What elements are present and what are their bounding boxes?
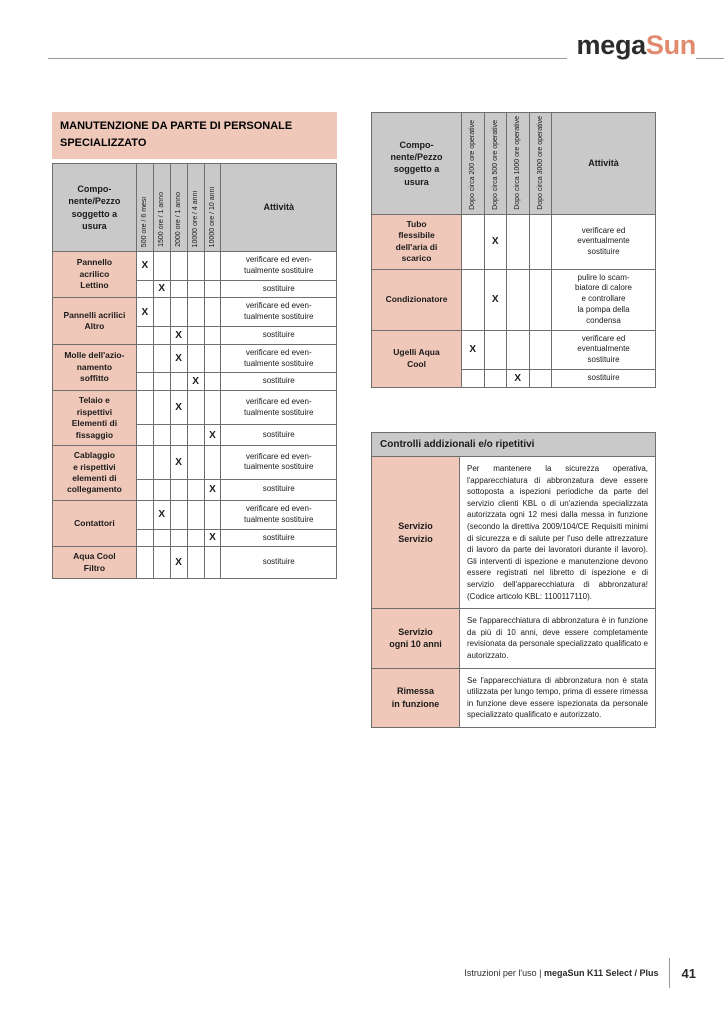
mark-cell-0 xyxy=(136,424,153,445)
header-component: Compo- nente/Pezzo soggetto a usura xyxy=(53,164,137,252)
mark-cell-4 xyxy=(204,298,221,327)
mark-cell-1 xyxy=(153,298,170,327)
row-activity: sostituire xyxy=(221,479,337,500)
mark-cell-4 xyxy=(204,373,221,391)
mark-cell-4 xyxy=(204,391,221,425)
mark-cell-0: X xyxy=(462,330,485,369)
mark-cell-0 xyxy=(136,547,153,579)
check-row xyxy=(372,668,656,727)
table-row xyxy=(53,391,337,425)
mark-cell-0 xyxy=(136,326,153,344)
mark-cell-0 xyxy=(136,446,153,480)
mark-cell-0 xyxy=(136,500,153,529)
row-activity: sostituire xyxy=(221,280,337,298)
row-activity: verificare ed even- tualmente sostituire xyxy=(221,500,337,529)
mark-cell-4: X xyxy=(204,424,221,445)
additional-checks-table xyxy=(371,432,656,728)
mark-cell-0 xyxy=(136,344,153,373)
mark-cell-1 xyxy=(153,373,170,391)
mark-cell-4 xyxy=(204,500,221,529)
mark-cell-0 xyxy=(136,479,153,500)
row-activity: sostituire xyxy=(221,547,337,579)
header-col-2-label: 2000 ore / 1 anno xyxy=(175,192,183,247)
header-col-0-label: 500 ore / 6 mesi xyxy=(141,196,149,247)
checks-title: Controlli addizionali e/o ripetitivi xyxy=(372,433,656,457)
header-component: Compo- nente/Pezzo soggetto a usura xyxy=(372,113,462,215)
row-activity: sostituire xyxy=(552,370,656,388)
mark-cell-1 xyxy=(153,391,170,425)
row-component: Tubo flessibile dell'aria di scarico xyxy=(372,214,462,269)
check-text: Per mantenere la sicurezza operativa, l'apparecchiatura di abbronzatura deve essere sottoposta a ispezioni periodiche da parte del servizio clienti KBL o di un'azienda specializzata autorizzata ogni 12 mesi dalla messa in funzione (secondo la direttiva 2009/104/CE Requisiti minimi di sicurezza e di salute per l'uso delle attrezzature di lavoro da parte dei lavoratori durante il lavoro). Gli interventi di ispezione e manutenzione devono essere registrati nel libretto di ispezione e di servizio dell'apparecchiatura di abbronzatura! (Codice articolo KBL: 1100117110). xyxy=(460,457,656,609)
row-activity: verificare ed even- tualmente sostituire xyxy=(221,252,337,281)
check-label: Servizio ogni 10 anni xyxy=(372,609,460,668)
mark-cell-1: X xyxy=(484,214,507,269)
row-activity: sostituire xyxy=(221,424,337,445)
check-row xyxy=(372,457,656,609)
checks-table-body xyxy=(372,457,656,728)
header-col-4 xyxy=(204,164,221,252)
mark-cell-1 xyxy=(484,330,507,369)
mark-cell-1 xyxy=(153,529,170,547)
mark-cell-0 xyxy=(136,391,153,425)
mark-cell-2 xyxy=(170,280,187,298)
row-activity: pulire lo scam- biatore di calore e controllare la pompa della condensa xyxy=(552,269,656,330)
row-activity: verificare ed even- tualmente sostituire xyxy=(221,298,337,327)
mark-cell-2: X xyxy=(507,370,530,388)
table-row xyxy=(372,214,656,269)
header-col-0-label: Dopo circa 200 ore operative xyxy=(469,119,477,210)
mark-cell-4 xyxy=(204,446,221,480)
mark-cell-3 xyxy=(187,252,204,281)
mark-cell-1: X xyxy=(153,280,170,298)
table-row xyxy=(372,269,656,330)
table-header-row xyxy=(53,164,337,252)
mark-cell-3: X xyxy=(187,373,204,391)
maintenance-specialist-table xyxy=(52,163,337,579)
footer-caption-bold: megaSun K11 Select / Plus xyxy=(543,968,659,978)
table-header-row xyxy=(372,113,656,215)
header-col-1-label: Dopo circa 500 ore operative xyxy=(491,119,499,210)
left-table-body xyxy=(53,252,337,579)
header-col-3-label: Dopo circa 3000 ore operative xyxy=(536,116,544,210)
page-number: 41 xyxy=(681,965,696,981)
mark-cell-2 xyxy=(507,330,530,369)
row-activity: sostituire xyxy=(221,373,337,391)
mark-cell-3 xyxy=(187,424,204,445)
footer-divider xyxy=(669,958,670,988)
mark-cell-3 xyxy=(187,298,204,327)
row-component: Contattori xyxy=(53,500,137,546)
row-component: Aqua Cool Filtro xyxy=(53,547,137,579)
mark-cell-4 xyxy=(204,326,221,344)
row-component: Cablaggio e rispettivi elementi di collegamento xyxy=(53,446,137,501)
footer-caption xyxy=(464,968,658,978)
operating-hours-table xyxy=(371,112,656,388)
header-activity: Attività xyxy=(552,113,656,215)
header-col-3-label: 10000 ore / 4 anni xyxy=(192,190,200,247)
mark-cell-1: X xyxy=(484,269,507,330)
mark-cell-2 xyxy=(507,214,530,269)
table-row xyxy=(53,547,337,579)
mark-cell-3 xyxy=(187,446,204,480)
header-col-3 xyxy=(187,164,204,252)
table-row xyxy=(53,446,337,480)
mark-cell-1 xyxy=(153,252,170,281)
header-col-3 xyxy=(529,113,552,215)
row-activity: verificare ed eventualmente sostituire xyxy=(552,214,656,269)
row-activity: verificare ed even- tualmente sostituire xyxy=(221,344,337,373)
mark-cell-2: X xyxy=(170,391,187,425)
mark-cell-2 xyxy=(170,298,187,327)
mark-cell-1: X xyxy=(153,500,170,529)
mark-cell-4 xyxy=(204,547,221,579)
mark-cell-1 xyxy=(153,479,170,500)
mark-cell-1 xyxy=(153,446,170,480)
mark-cell-4 xyxy=(204,344,221,373)
checks-header-row xyxy=(372,433,656,457)
header-col-0 xyxy=(136,164,153,252)
mark-cell-3 xyxy=(187,344,204,373)
mark-cell-3 xyxy=(529,370,552,388)
left-section-title: MANUTENZIONE DA PARTE DI PERSONALE SPECIALIZZATO xyxy=(52,112,337,159)
right-table-element xyxy=(371,112,656,388)
mark-cell-1 xyxy=(153,424,170,445)
mark-cell-1 xyxy=(484,370,507,388)
mark-cell-3 xyxy=(529,330,552,369)
row-activity: verificare ed even- tualmente sostituire xyxy=(221,391,337,425)
mark-cell-4 xyxy=(204,252,221,281)
row-activity: sostituire xyxy=(221,529,337,547)
mark-cell-0: X xyxy=(136,252,153,281)
mark-cell-3 xyxy=(187,500,204,529)
mark-cell-0: X xyxy=(136,298,153,327)
mark-cell-2: X xyxy=(170,446,187,480)
mark-cell-3 xyxy=(187,479,204,500)
brand-name-part1: mega xyxy=(576,30,646,60)
row-component: Pannello acrilico Lettino xyxy=(53,252,137,298)
mark-cell-0 xyxy=(136,373,153,391)
mark-cell-2: X xyxy=(170,344,187,373)
mark-cell-4: X xyxy=(204,479,221,500)
header-activity: Attività xyxy=(221,164,337,252)
footer-caption-normal: Istruzioni per l'uso | xyxy=(464,968,544,978)
check-label: Servizio Servizio xyxy=(372,457,460,609)
mark-cell-0 xyxy=(462,269,485,330)
right-table-body xyxy=(372,214,656,387)
mark-cell-0 xyxy=(136,280,153,298)
mark-cell-2 xyxy=(170,424,187,445)
row-activity: verificare ed eventualmente sostituire xyxy=(552,330,656,369)
table-row xyxy=(372,330,656,369)
mark-cell-0 xyxy=(136,529,153,547)
row-component: Condizionatore xyxy=(372,269,462,330)
check-label: Rimessa in funzione xyxy=(372,668,460,727)
header-col-1 xyxy=(153,164,170,252)
page-footer xyxy=(464,958,696,988)
row-activity: sostituire xyxy=(221,326,337,344)
mark-cell-2 xyxy=(507,269,530,330)
header-col-4-label: 10000 ore / 10 anni xyxy=(208,186,216,247)
mark-cell-1 xyxy=(153,326,170,344)
row-component: Molle dell'azio- namento soffitto xyxy=(53,344,137,390)
left-table-element xyxy=(52,163,337,579)
mark-cell-1 xyxy=(153,547,170,579)
header-col-2 xyxy=(170,164,187,252)
row-activity: verificare ed even- tualmente sostituire xyxy=(221,446,337,480)
mark-cell-2 xyxy=(170,500,187,529)
mark-cell-0 xyxy=(462,214,485,269)
mark-cell-3 xyxy=(529,269,552,330)
row-component: Ugelli Aqua Cool xyxy=(372,330,462,387)
mark-cell-2 xyxy=(170,479,187,500)
mark-cell-4: X xyxy=(204,529,221,547)
mark-cell-3 xyxy=(187,391,204,425)
header-col-2 xyxy=(507,113,530,215)
row-component: Pannelli acrilici Altro xyxy=(53,298,137,344)
page-header xyxy=(48,28,696,76)
checks-table-element xyxy=(371,432,656,728)
check-row xyxy=(372,609,656,668)
check-text: Se l'apparecchiatura di abbronzatura non è stata utilizzata per lungo tempo, prima di essere rimessa in funzione deve essere ispezionata da personale specializzato qualificato e autorizzato. xyxy=(460,668,656,727)
header-col-1-label: 1500 ore / 1 anno xyxy=(158,192,166,247)
mark-cell-1 xyxy=(153,344,170,373)
mark-cell-2 xyxy=(170,252,187,281)
brand-logo xyxy=(567,30,696,61)
mark-cell-3 xyxy=(187,529,204,547)
mark-cell-3 xyxy=(529,214,552,269)
mark-cell-2: X xyxy=(170,547,187,579)
mark-cell-3 xyxy=(187,547,204,579)
mark-cell-2 xyxy=(170,529,187,547)
mark-cell-3 xyxy=(187,326,204,344)
table-row xyxy=(53,344,337,373)
header-col-0 xyxy=(462,113,485,215)
mark-cell-2: X xyxy=(170,326,187,344)
mark-cell-3 xyxy=(187,280,204,298)
table-row xyxy=(53,500,337,529)
mark-cell-2 xyxy=(170,373,187,391)
header-col-1 xyxy=(484,113,507,215)
brand-name-part2: Sun xyxy=(645,30,696,60)
mark-cell-4 xyxy=(204,280,221,298)
row-component: Telaio e rispettivi Elementi di fissaggio xyxy=(53,391,137,446)
table-row xyxy=(53,298,337,327)
table-row xyxy=(53,252,337,281)
check-text: Se l'apparecchiatura di abbronzatura è in funzione da più di 10 anni, deve essere completamente revisionata da personale specializzato qualificato e autorizzato. xyxy=(460,609,656,668)
mark-cell-0 xyxy=(462,370,485,388)
header-col-2-label: Dopo circa 1000 ore operative xyxy=(514,116,522,210)
